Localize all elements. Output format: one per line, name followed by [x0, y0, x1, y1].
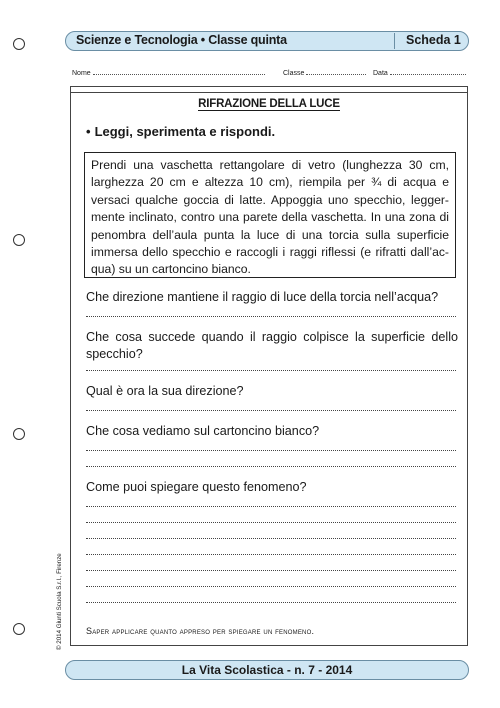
date-label: Data	[373, 70, 388, 77]
worksheet-badge: Scheda 1	[406, 33, 461, 47]
name-field[interactable]	[72, 67, 265, 77]
answer-line[interactable]	[86, 569, 456, 571]
question-5: Come puoi spiegare questo fenomeno?	[86, 480, 307, 494]
answer-line[interactable]	[86, 601, 456, 603]
answer-line[interactable]	[86, 553, 456, 555]
binder-hole-bottom	[13, 623, 25, 635]
answer-line[interactable]	[86, 521, 456, 523]
publication-info: La Vita Scolastica - n. 7 - 2014	[181, 663, 353, 677]
name-blank[interactable]	[93, 67, 265, 75]
date-field[interactable]	[373, 67, 466, 77]
instruction-text: Leggi, sperimenta e rispondi.	[94, 124, 276, 139]
answer-line[interactable]	[86, 537, 456, 539]
bullet-icon: •	[86, 124, 91, 139]
answer-line[interactable]	[86, 585, 456, 587]
name-label: Nome	[72, 70, 91, 77]
instruction	[86, 124, 275, 139]
class-blank[interactable]	[306, 67, 366, 75]
answer-line[interactable]	[86, 465, 456, 467]
learning-objective: Saper applicare quanto appreso per spiegare un fenomeno.	[86, 626, 315, 636]
question-3: Qual è ora la sua direzione?	[86, 384, 244, 398]
class-field[interactable]	[283, 67, 366, 77]
top-rule	[70, 92, 468, 93]
answer-line[interactable]	[86, 315, 456, 317]
class-label: Classe	[283, 70, 305, 77]
subject-title: Scienze e Tecnologia • Classe quinta	[76, 33, 287, 47]
binder-hole-lower	[13, 428, 25, 440]
answer-line[interactable]	[86, 409, 456, 411]
answer-line[interactable]	[86, 505, 456, 507]
copyright-notice: © 2014 Giunti Scuola S.r.l., Firenze	[56, 553, 63, 650]
question-2: Che cosa succede quando il raggio colpisce la superficie dello specchio?	[86, 330, 458, 361]
question-4: Che cosa vediamo sul cartoncino bianco?	[86, 424, 320, 438]
answer-line[interactable]	[86, 369, 456, 371]
question-1: Che direzione mantiene il raggio di luce della torcia nell’acqua?	[86, 290, 439, 304]
answer-line[interactable]	[86, 449, 456, 451]
header-divider	[394, 33, 395, 49]
binder-hole-upper	[13, 234, 25, 246]
experiment-box: Prendi una vaschetta rettangolare di vetro (lunghezza 30 cm, larghezza 20 cm e altezza 10 cm), riempila per ¾ di acqua e versaci qualche goccia di latte. Appoggia uno specchio, legger-mente inclinato, contro una parete della vaschetta. In una zona di penombra dell’aula punta la luce di una torcia sulla superficie immersa dello specchio e raccogli i raggi riflessi (e rifratti dall’ac-qua) su un cartoncino bianco.	[84, 152, 456, 278]
binder-hole-top	[13, 38, 25, 50]
date-blank[interactable]	[390, 67, 466, 75]
worksheet-title: RIFRAZIONE DELLA LUCE	[198, 98, 340, 110]
